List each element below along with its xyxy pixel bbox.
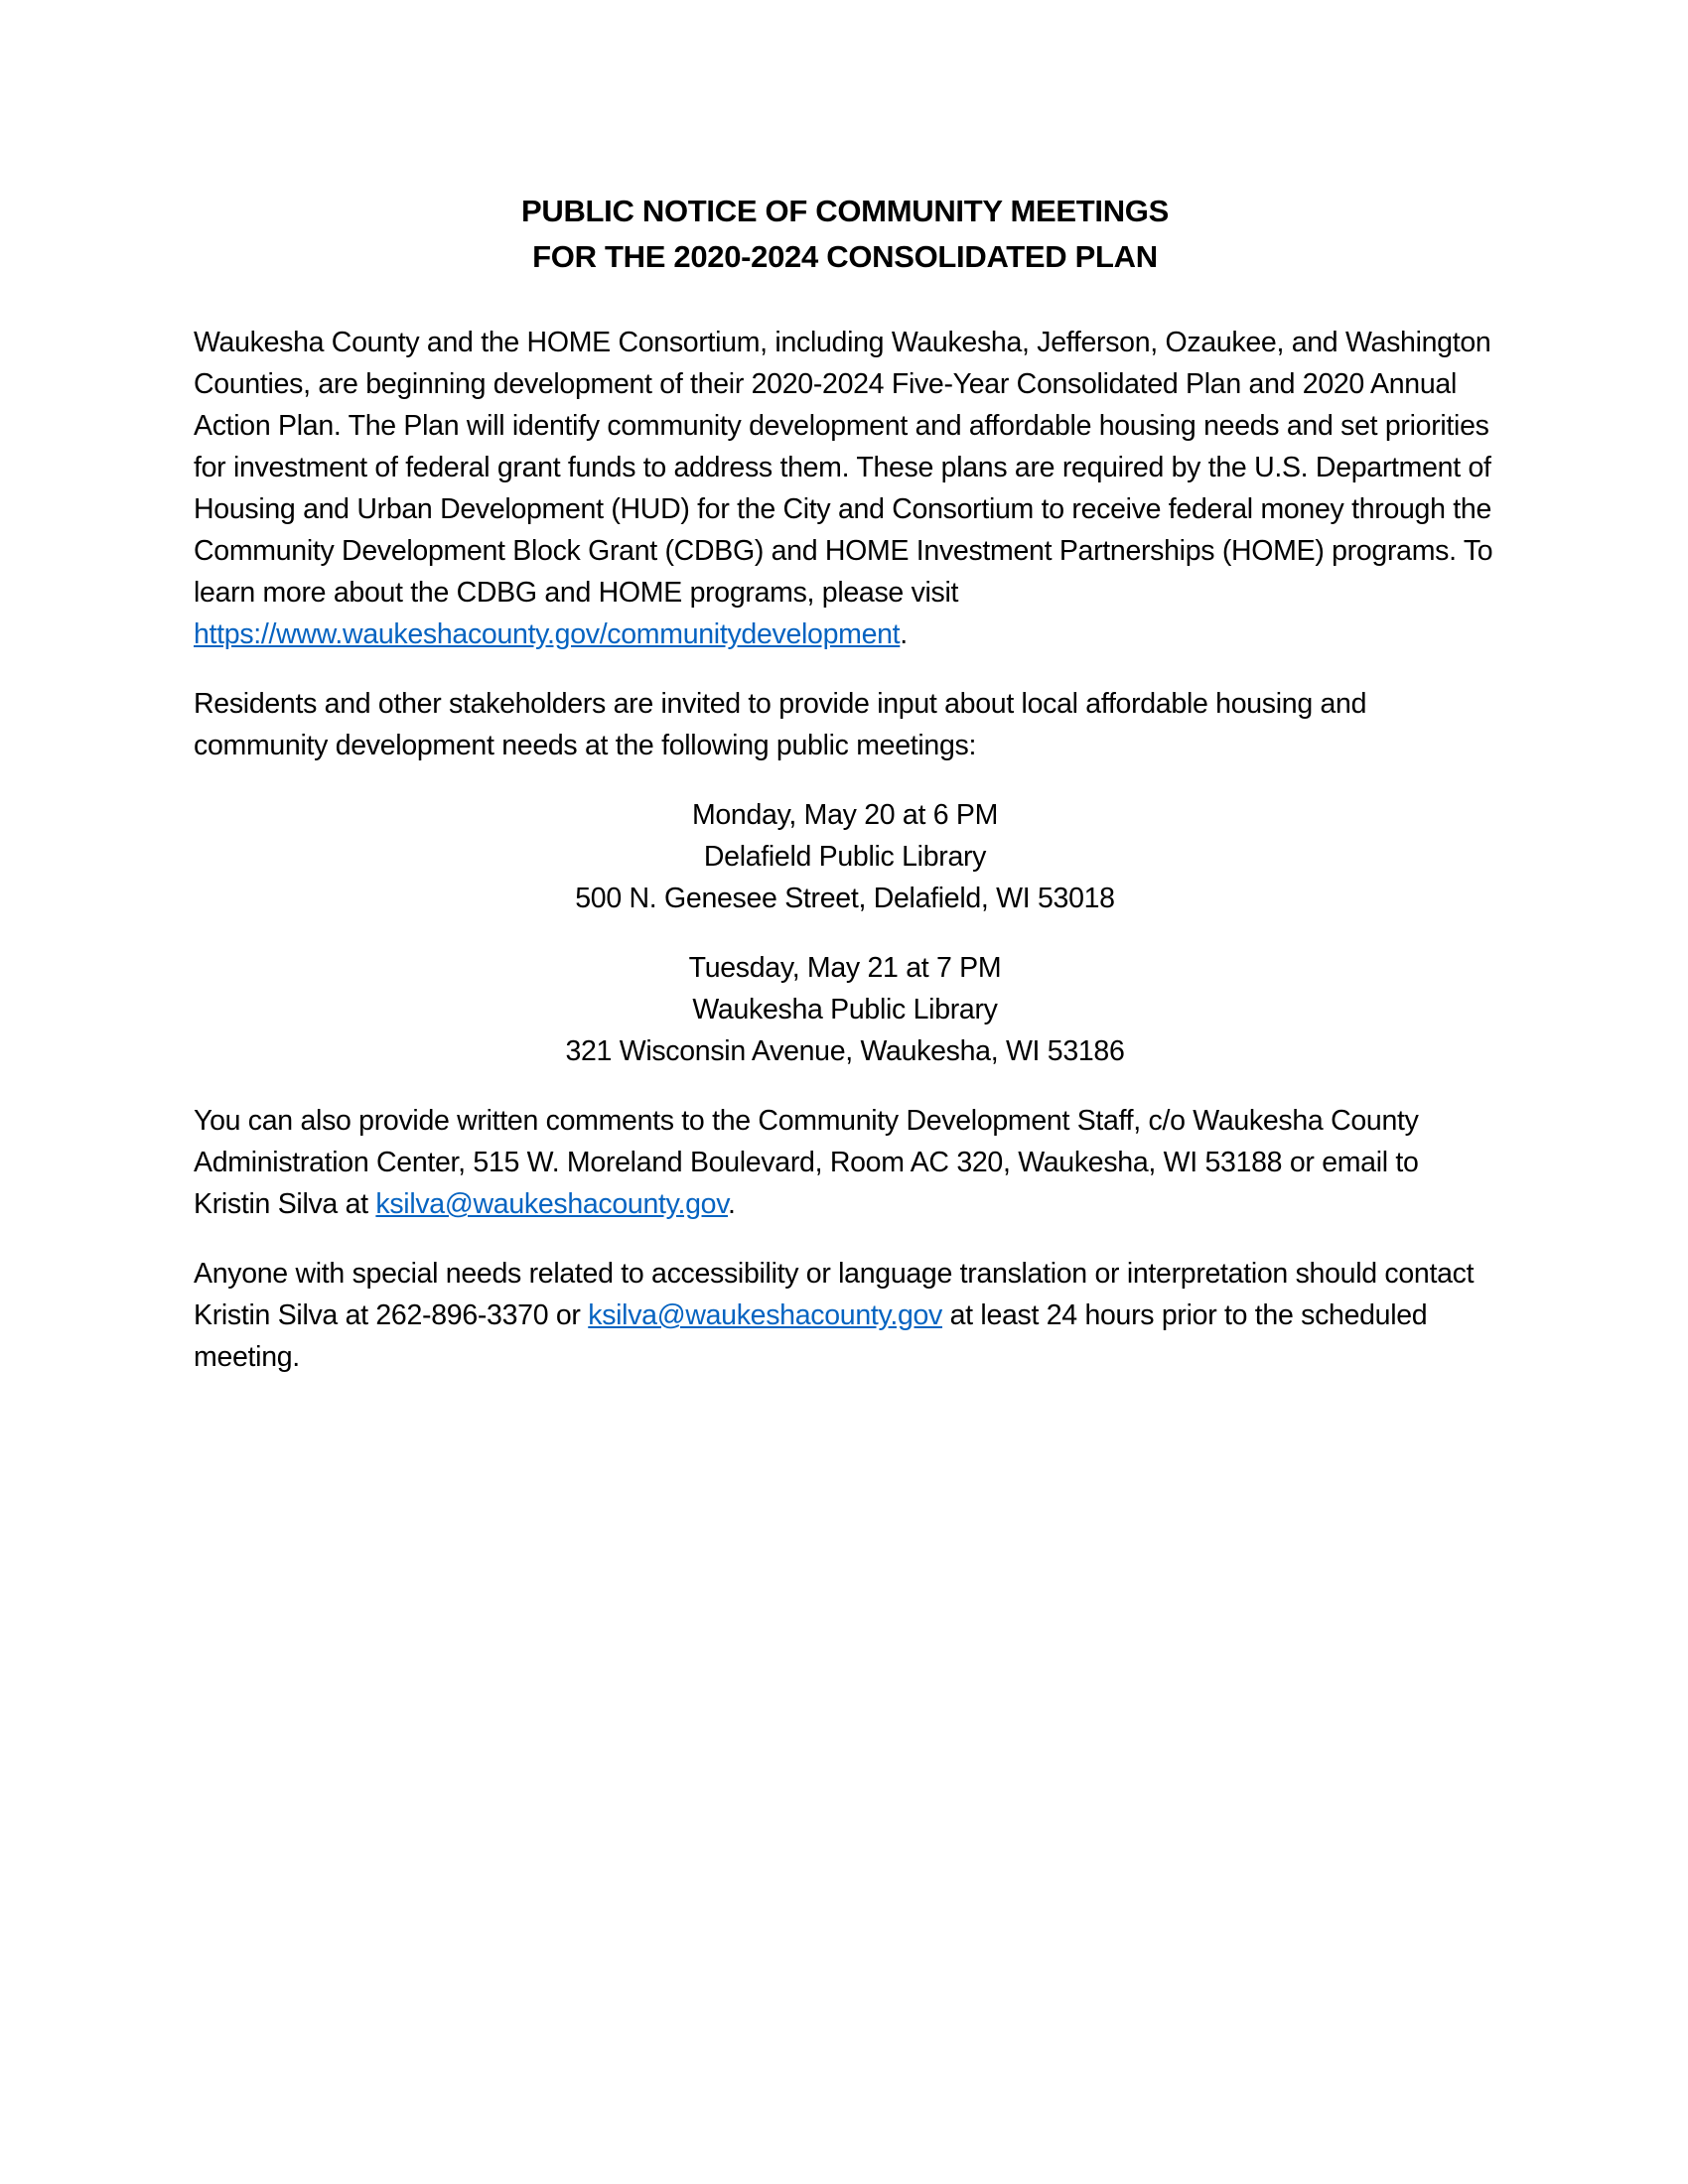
intro-paragraph xyxy=(194,322,1496,655)
meeting-datetime: Tuesday, May 21 at 7 PM xyxy=(688,952,1002,984)
invitation-paragraph-text: Residents and other stakeholders are invited to provide input about local affordable housing and community development needs at the following public meetings: xyxy=(194,688,1367,761)
accessibility-text: Anyone with special needs related to accessibility or language translation or interpretation should contact Kristin Silva at 262-896-3370 or xyxy=(194,1258,1475,1331)
meeting-address: 500 N. Genesee Street, Delafield, WI 53018 xyxy=(575,883,1115,914)
meeting-datetime: Monday, May 20 at 6 PM xyxy=(691,799,999,831)
email-link[interactable]: ksilva@waukeshacounty.gov xyxy=(588,1299,943,1331)
meeting-venue: Delafield Public Library xyxy=(703,841,987,873)
written-comments-text: You can also provide written comments to the Community Development Staff, c/o Waukesha County Administration Center, 515 W. Moreland Boulevard, Room AC 320, Waukesha, WI 53188 or email to Kristin Silva at xyxy=(194,1105,1419,1220)
meeting-block-delafield xyxy=(194,794,1496,919)
notice-title xyxy=(194,189,1496,280)
accessibility-text-after: at least 24 hours prior to the scheduled meeting. xyxy=(194,1299,1428,1373)
invitation-paragraph xyxy=(194,683,1496,766)
accessibility-paragraph xyxy=(194,1253,1496,1378)
email-link[interactable]: ksilva@waukeshacounty.gov xyxy=(375,1188,729,1220)
notice-title-line-2: FOR THE 2020-2024 CONSOLIDATED PLAN xyxy=(532,239,1158,274)
document-content xyxy=(194,189,1496,1406)
intro-paragraph-text: Waukesha County and the HOME Consortium, including Waukesha, Jefferson, Ozaukee, and Washington Counties, are beginning development of their 2020-2024 Five-Year Consolidated Plan and 2020 Annual Action Plan. The Plan will identify community development and affordable housing needs and set priorities for investment of federal grant funds to address them. These plans are required by the U.S. Department of Housing and Urban Development (HUD) for the City and Consortium to receive federal money through the Community Development Block Grant (CDBG) and HOME Investment Partnerships (HOME) programs. To learn more about the CDBG and HOME programs, please visit xyxy=(194,327,1493,609)
meeting-venue: Waukesha Public Library xyxy=(692,994,998,1025)
intro-paragraph-period: . xyxy=(900,618,908,650)
notice-title-line-1: PUBLIC NOTICE OF COMMUNITY MEETINGS xyxy=(521,194,1169,228)
written-comments-paragraph xyxy=(194,1100,1496,1225)
written-comments-period: . xyxy=(728,1188,736,1220)
meeting-block-waukesha xyxy=(194,947,1496,1072)
community-development-url-link[interactable]: https://www.waukeshacounty.gov/communitydevelopment xyxy=(194,618,901,650)
meeting-address: 321 Wisconsin Avenue, Waukesha, WI 53186 xyxy=(565,1035,1125,1067)
